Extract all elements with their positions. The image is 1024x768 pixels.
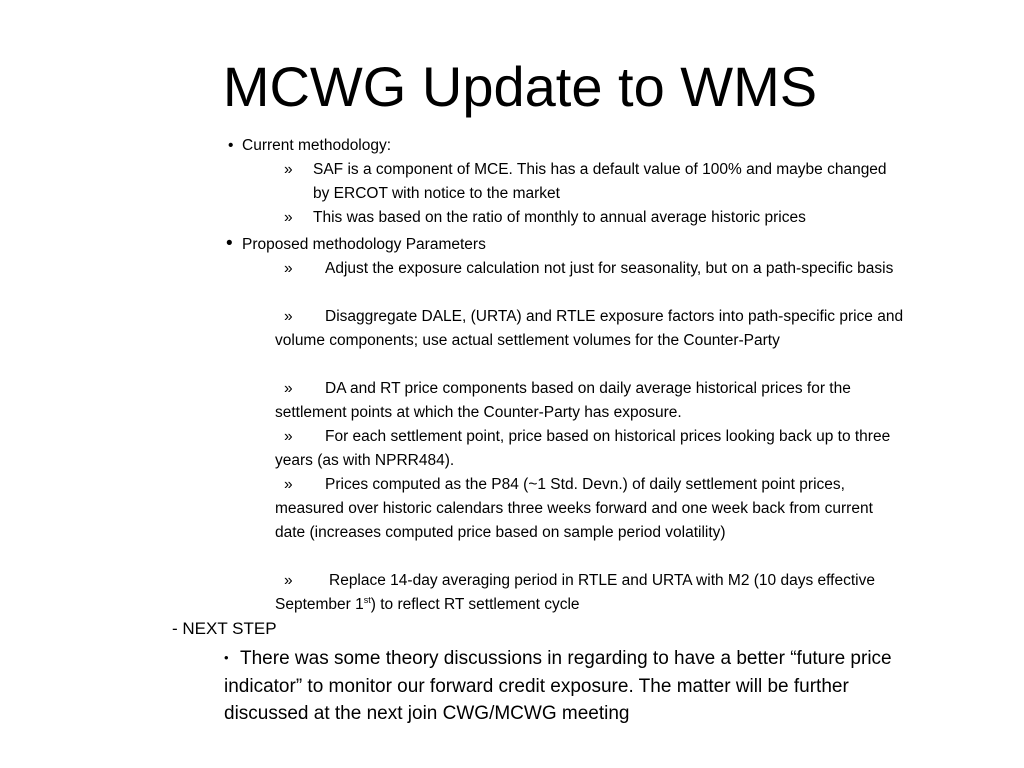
list-item-text: This was based on the ratio of monthly to annual average historic prices	[313, 209, 806, 226]
next-step-label: - NEXT STEP	[172, 619, 277, 638]
list-item-text: Disaggregate DALE, (URTA) and RTLE exposure factors into path-specific price and volume components; use actual settlement volumes for the Counter-Party	[275, 308, 904, 349]
sub-bullet-marker: »	[284, 476, 293, 493]
list-item	[275, 377, 915, 425]
list-item-text: For each settlement point, price based on historical prices looking back up to three years (as with NPRR484).	[275, 428, 891, 469]
list-item-text: DA and RT price components based on daily average historical prices for the settlement points at which the Counter-Party has exposure.	[275, 380, 851, 421]
next-step-text: There was some theory discussions in regarding to have a better “future price indicator” to monitor our forward credit exposure. The matter will be further discussed at the next join CWG/MCWG meeting	[224, 648, 892, 724]
bullet-current-methodology	[228, 134, 391, 158]
list-item-text: SAF is a component of MCE. This has a default value of 100% and maybe changed by ERCOT with notice to the market	[313, 161, 887, 202]
bullet-marker: •	[224, 650, 229, 665]
bullet-label: Current methodology:	[242, 137, 392, 154]
list-item	[275, 305, 915, 353]
superscript: st	[363, 594, 371, 605]
sub-bullet-marker: »	[284, 209, 293, 226]
bullet-proposed-methodology	[226, 232, 486, 257]
list-item	[284, 206, 924, 230]
list-item-text: Prices computed as the P84 (~1 Std. Devn.) of daily settlement point prices, measured over historic calendars three weeks forward and one week back from current date (increases computed price based on sample period volatility)	[275, 476, 873, 541]
list-item-text-part: Replace 14-day averaging period in RTLE and URTA with M2 (10 days effective September 1	[275, 572, 875, 613]
list-item	[275, 473, 900, 545]
list-item-text: Adjust the exposure calculation not just for seasonality, but on a path-specific basis	[325, 260, 894, 277]
sub-bullet-marker: »	[284, 380, 293, 397]
next-step-paragraph	[224, 644, 914, 728]
list-item	[284, 158, 904, 206]
bullet-marker: •	[228, 137, 234, 154]
sub-bullet-marker: »	[284, 161, 293, 178]
sub-bullet-marker: »	[284, 428, 293, 445]
list-item	[275, 257, 910, 281]
bullet-label: Proposed methodology Parameters	[242, 236, 486, 253]
list-item	[275, 569, 900, 617]
list-item	[275, 425, 910, 473]
list-item-text	[275, 569, 900, 617]
list-item-text-part: ) to reflect RT settlement cycle	[370, 596, 580, 613]
slide-title: MCWG Update to WMS	[222, 55, 818, 118]
sub-bullet-marker: »	[284, 260, 293, 277]
bullet-marker: •	[226, 233, 233, 254]
sub-bullet-marker: »	[284, 308, 293, 325]
sub-bullet-marker: »	[284, 572, 293, 589]
